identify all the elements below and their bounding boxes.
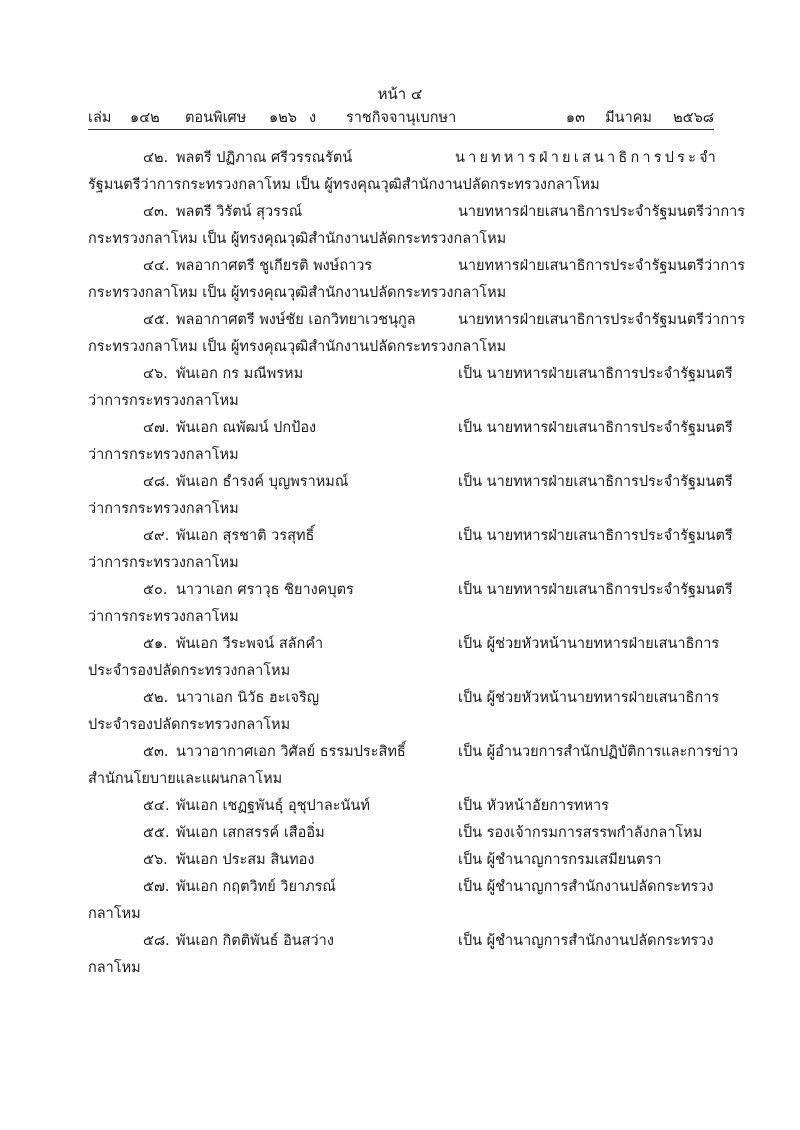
entry-name: พันเอก ณพัฒน์ ปกป้อง [176, 420, 317, 436]
entry-position: เป็น ผู้ชำนาญการสำนักงานปลัดกระทรวง [458, 879, 714, 895]
list-item-continuation [88, 442, 714, 469]
list-item-continuation [88, 280, 714, 307]
list-item [88, 415, 733, 442]
entry-name: พันเอก เสกสรรค์ เสืออิ่ม [176, 825, 325, 841]
list-item [88, 820, 714, 847]
entry-number: ๕๒. [143, 690, 169, 706]
entry-position-continuation: ว่าการกระทรวงกลาโหม [88, 609, 239, 625]
entry-number: ๔๓. [143, 204, 169, 220]
entry-name: พันเอก วีระพจน์ สลักคำ [176, 636, 324, 652]
entry-number: ๕๓. [143, 744, 169, 760]
gazette-name: ราชกิจจานุเบกษา [346, 110, 457, 126]
list-item-continuation [88, 550, 714, 577]
entry-name: พลตรี ปฏิภาณ ศรีวรรณรัตน์ [176, 150, 353, 166]
list-item-continuation [88, 766, 714, 793]
entry-position-continuation: กลาโหม [88, 960, 141, 976]
entry-position: เป็น ผู้ช่วยหัวหน้านายทหารฝ่ายเสนาธิการ [458, 636, 720, 652]
entry-position: เป็น นายทหารฝ่ายเสนาธิการประจำรัฐมนตรี [458, 420, 733, 436]
gazette-header [88, 107, 714, 130]
entry-number: ๔๙. [143, 528, 170, 544]
entry-position-continuation: ว่าการกระทรวงกลาโหม [88, 447, 239, 463]
entry-position-continuation: กลาโหม [88, 906, 141, 922]
entry-position: เป็น นายทหารฝ่ายเสนาธิการประจำรัฐมนตรี [458, 528, 733, 544]
entry-name: พันเอก ธำรงค์ บุญพราหมณ์ [176, 474, 349, 490]
entry-position-continuation: สำนักนโยบายและแผนกลาโหม [88, 771, 283, 787]
entry-name: พลอากาศตรี ชูเกียรติ พงษ์ถาวร [176, 258, 373, 274]
list-item [88, 523, 733, 550]
list-item [88, 145, 719, 172]
list-item-continuation [88, 334, 714, 361]
entry-name: นาวาเอก นิวัธ ฮะเจริญ [176, 690, 320, 706]
issue-suffix: ง [309, 110, 317, 126]
entry-position: เป็น นายทหารฝ่ายเสนาธิการประจำรัฐมนตรี [458, 366, 733, 382]
entry-position: นายทหารฝ่ายเสนาธิการประจำรัฐมนตรีว่าการ [458, 258, 746, 274]
list-item [88, 361, 733, 388]
appointment-list [88, 145, 746, 982]
list-item [88, 793, 714, 820]
list-item-continuation [88, 955, 714, 982]
entry-position: เป็น รองเจ้ากรมการสรรพกำลังกลาโหม [458, 825, 703, 841]
list-item [88, 874, 714, 901]
list-item [88, 199, 746, 226]
entry-name: พันเอก เชฏฐพันธุ์ อุชุปาละนันท์ [176, 798, 370, 814]
entry-position: เป็น นายทหารฝ่ายเสนาธิการประจำรัฐมนตรี [458, 474, 733, 490]
entry-name: นาวาอากาศเอก วิศัลย์ ธรรมประสิทธิ์ [176, 744, 406, 760]
list-item-continuation [88, 496, 714, 523]
entry-position: เป็น ผู้อำนวยการสำนักปฏิบัติการและการข่าว [458, 744, 739, 760]
entry-name: พันเอก สุรชาติ วรสุทธิ์ [176, 528, 315, 544]
entry-position-continuation: กระทรวงกลาโหม เป็น ผู้ทรงคุณวุฒิสำนักงานปลัดกระทรวงกลาโหม [88, 231, 507, 247]
issue-label: ตอนพิเศษ [185, 110, 247, 126]
list-item [88, 253, 746, 280]
entry-name: พันเอก กร มณีพรหม [176, 366, 304, 382]
entry-number: ๔๗. [143, 420, 170, 436]
date-day: ๑๓ [565, 110, 585, 126]
entry-position-continuation: ประจำรองปลัดกระทรวงกลาโหม [88, 717, 291, 733]
list-item-continuation [88, 604, 714, 631]
entry-position-continuation: กระทรวงกลาโหม เป็น ผู้ทรงคุณวุฒิสำนักงานปลัดกระทรวงกลาโหม [88, 285, 507, 301]
entry-position: เป็น ผู้ชำนาญการกรมเสมียนตรา [458, 852, 662, 868]
entry-position: เป็น หัวหน้าอัยการทหาร [458, 798, 609, 814]
list-item-continuation [88, 658, 714, 685]
entry-position: เป็น ผู้ช่วยหัวหน้านายทหารฝ่ายเสนาธิการ [458, 690, 720, 706]
entry-position-continuation: ว่าการกระทรวงกลาโหม [88, 555, 239, 571]
entry-number: ๕๘. [143, 933, 170, 949]
date-month: มีนาคม [605, 110, 652, 126]
volume-number: ๑๔๒ [130, 110, 160, 126]
entry-name: พันเอก กิตติพันธ์ อินสว่าง [176, 933, 334, 949]
volume-label: เล่ม [88, 110, 112, 126]
issue-number: ๑๒๖ [269, 110, 297, 126]
list-item [88, 307, 746, 334]
entry-number: ๔๔. [143, 258, 170, 274]
entry-position: นายทหารฝ่ายเสนาธิการประจำ [455, 150, 719, 166]
entry-name: พันเอก กฤตวิทย์ วิยาภรณ์ [176, 879, 336, 895]
entry-number: ๕๖. [143, 852, 168, 868]
entry-number: ๕๐. [143, 582, 168, 598]
list-item [88, 739, 739, 766]
list-item-continuation [88, 226, 714, 253]
entry-position: นายทหารฝ่ายเสนาธิการประจำรัฐมนตรีว่าการ [458, 312, 746, 328]
entry-name: พลตรี วิรัตน์ สุวรรณ์ [176, 204, 303, 220]
entry-number: ๔๕. [143, 312, 170, 328]
entry-position: เป็น ผู้ชำนาญการสำนักงานปลัดกระทรวง [458, 933, 714, 949]
entry-position-continuation: รัฐมนตรีว่าการกระทรวงกลาโหม เป็น ผู้ทรงคุณวุฒิสำนักงานปลัดกระทรวงกลาโหม [88, 177, 600, 193]
entry-number: ๕๑. [143, 636, 168, 652]
entry-position-continuation: ว่าการกระทรวงกลาโหม [88, 393, 239, 409]
page-number: หน้า ๔ [377, 85, 423, 103]
entry-position-continuation: ประจำรองปลัดกระทรวงกลาโหม [88, 663, 291, 679]
entry-number: ๔๒. [143, 150, 169, 166]
list-item [88, 847, 714, 874]
list-item-continuation [88, 901, 714, 928]
date-year: ๒๕๖๘ [673, 110, 714, 126]
entry-position: นายทหารฝ่ายเสนาธิการประจำรัฐมนตรีว่าการ [458, 204, 746, 220]
entry-position-continuation: ว่าการกระทรวงกลาโหม [88, 501, 239, 517]
list-item [88, 685, 720, 712]
entry-name: พลอากาศตรี พงษ์ชัย เอกวิทยาเวชนุกูล [176, 312, 416, 328]
list-item [88, 928, 714, 955]
list-item [88, 631, 720, 658]
entry-number: ๕๗. [143, 879, 170, 895]
entry-number: ๔๖. [143, 366, 168, 382]
entry-position-continuation: กระทรวงกลาโหม เป็น ผู้ทรงคุณวุฒิสำนักงานปลัดกระทรวงกลาโหม [88, 339, 507, 355]
list-item-continuation [88, 172, 714, 199]
entry-name: นาวาเอก ศราวุธ ชิยางคบุตร [176, 582, 354, 598]
list-item [88, 469, 733, 496]
entry-name: พันเอก ประสม สินทอง [176, 852, 315, 868]
entry-number: ๔๘. [143, 474, 170, 490]
list-item [88, 577, 733, 604]
list-item-continuation [88, 712, 714, 739]
entry-number: ๕๕. [143, 825, 170, 841]
list-item-continuation [88, 388, 714, 415]
entry-position: เป็น นายทหารฝ่ายเสนาธิการประจำรัฐมนตรี [458, 582, 733, 598]
entry-number: ๕๔. [143, 798, 170, 814]
